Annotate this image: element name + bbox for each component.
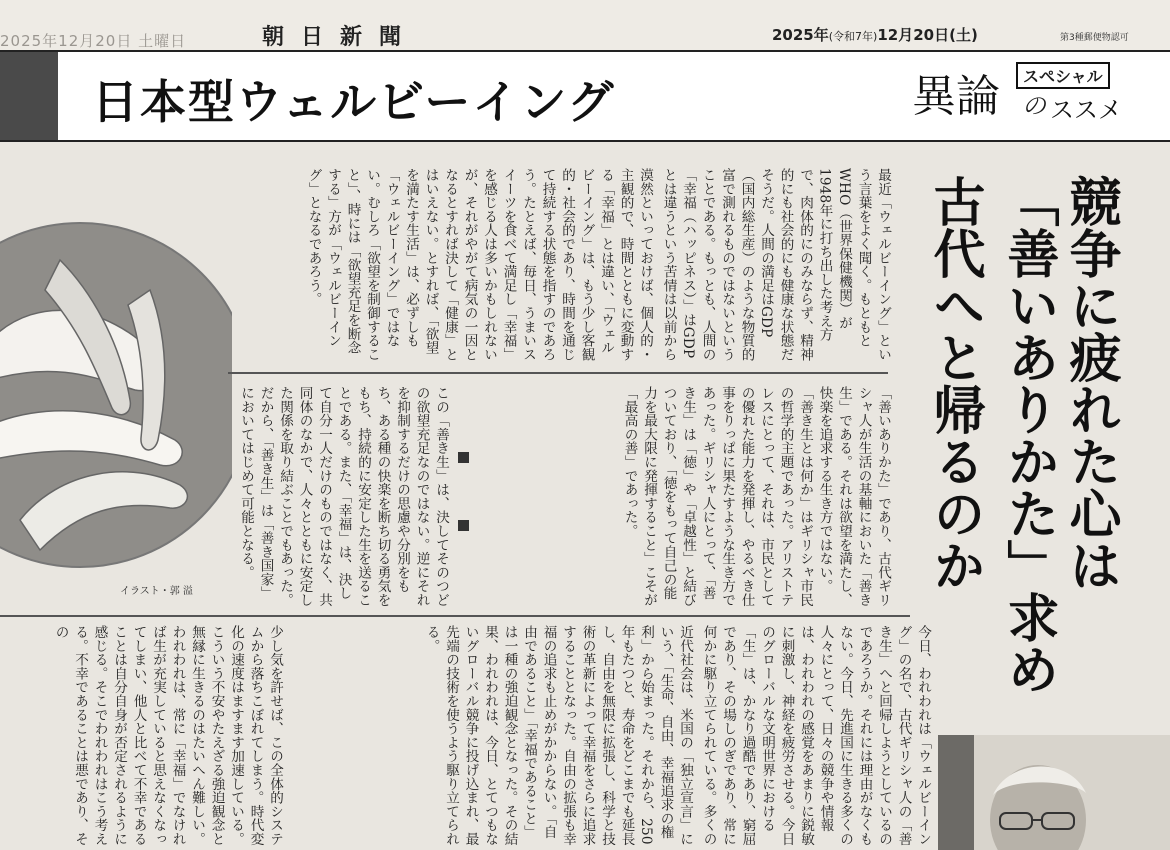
row-divider — [0, 615, 910, 617]
special-badge: スペシャル — [1016, 62, 1110, 89]
author-portrait-image — [938, 735, 1170, 850]
body-row3-block1: 今日、われわれは「ウェルビーイング」の名で、古代ギリシャ人の「善き生」へと回帰しようとしているのであろうか。それには理由がなくもない。今日、先進国に生きる多くの人々にとって、日々の競争や情報は、われわれの感覚をあまりに鋭敏に刺激し、神経を疲労させる。今日のグローバルな文明世界における「生」は、かなり過酷であり、窮屈であり、その場しのぎであり、常に何かに駆り立てられている。多くの — [700, 625, 931, 846]
hands-circle-illustration — [0, 140, 232, 600]
series-logo-main: 異論 — [912, 71, 1000, 122]
feature-title: 日本型ウェルビーイング — [92, 75, 616, 129]
body-row3-block3: 少し気を許せば、この全体的システムから落ちこぼれてしまう。時代変化の速度はますます加速している。こういう不安やたえざる強迫観念と無縁に生きるのはたいへん難しい。われわれは、常に「幸福」でなければ生が充実していると思えなくなってしまい、他人と比べて不幸であることは自分自身が否定されるように感じる。そこでわれわれはこう考える。不幸であることは悪であり、その — [52, 625, 283, 846]
issue-date — [772, 24, 978, 45]
body-row1-block1: 最近「ウェルビーイング」という言葉をよく聞く。もともとWHO（世界保健機関）が1948年に打ち出した考え方で、肉体的にのみならず、精神的にも社会的にも健康な状態だそうだ。人間の満足はGDP（国内総生産）のような物質的富で測れるものではないということである。もっとも、人間の「幸福（ハッピネス）」はGDPとは違うという苦情は以前から — [660, 168, 891, 362]
newspaper-name: 朝日新聞 — [262, 25, 419, 50]
masthead — [0, 0, 1170, 50]
body-row2-block1: 「善いありかた」であり、古代ギリシャ人が生活の基軸においた「善き生」である。それは欲望を満たし、快楽を追求する生き方ではない。「善き生とは何か」はギリシャ市民の哲学的主題であった。アリストテレスにとって、それは、市民としての優れた能力を発揮し、やるべき仕事をりっぱに果たすような生き方であった。ギリシャ人にとって、「善き生」は「徳」や「卓越性」と結びついており、「徳をもって自己の能力を最大限に発揮すること」こそが「最高の善」であった。 — [621, 386, 891, 607]
date-weekday: (土) — [949, 26, 978, 44]
illustration — [0, 140, 232, 600]
masthead-bleedthrough-text: 2025年12月20日 土曜日 — [0, 32, 187, 50]
series-logo — [912, 58, 1162, 136]
illustration-credit: イラスト・郭 溢 — [120, 586, 193, 597]
section-break-mark — [458, 520, 469, 531]
body-row3-block2: 近代社会は、米国の「独立宣言」にいう、「生命、自由、幸福追求の権利」から始まった。それから、250年もたつと、寿命をどこまでも延長し、自由を無限に拡張し、科学と技術の革新によって幸福をさらに追求することとなった。自由の拡張も幸福の追求も止めがかからない。「自由であること」「幸福であること」は一種の強迫観念となった。その結果、われわれは、今日、とてつもないグローバル競争に投げ込まれ、最先端の技術を使うよう駆り立てられる。 — [423, 625, 693, 846]
headline-line-1: 競争に疲れた心は — [1060, 175, 1121, 591]
headline-line-2: 「善いありかた」求め — [998, 175, 1059, 695]
headline-line-3: 古代へと帰るのか — [924, 175, 985, 591]
date-month-day: 12月20日 — [877, 26, 950, 44]
body-row2-block2: この「善き生」は、決してそのつどの欲望充足なのではない。逆にそれを抑制するだけの思慮や分別をもち、ある種の快楽を断ち切る勇気をもち、持続的に安定した生を送ることである。また、「幸福」は、決して自分一人だけのものではなく、共同体のなかで、人々とともに安定した関係を取り結ぶことでもあった。だから、「善き生」は「善き国家」においてはじめて可能となる。 — [238, 386, 449, 607]
series-logo-sub: ススメ — [1050, 96, 1122, 124]
row-divider — [228, 372, 888, 374]
banner-side-bar — [0, 52, 58, 140]
date-era: (令和7年) — [828, 30, 878, 43]
body-row1-block2: 漠然といっておけば、個人的・主観的で、時間とともに変動する「幸福」とは違い、「ウェルビーイング」は、もう少し客観的・社会的であり、時間を通じて持続する状態を指すのであろう。たとえば、毎日、うまいスイーツを食べて満足し「幸福」を感じる人は多いかもしれないが、それがやがて病気の一因となるとすれば決して「健康」とはいえない。とすれば、「欲望を満たす生活」は、必ずしも「ウェルビーイング」ではない。むしろ「欲望を制御すること」、時には「欲望充足を断念する」方が「ウェルビーイング」となるであろう。 — [305, 168, 653, 362]
section-break-mark — [458, 452, 469, 463]
series-logo-particle: の — [1022, 92, 1046, 120]
section-banner — [0, 50, 1170, 142]
postal-permit-note: 第3種郵便物認可 — [1060, 33, 1129, 43]
author-photo — [938, 735, 1170, 850]
date-year: 2025年 — [772, 26, 829, 44]
